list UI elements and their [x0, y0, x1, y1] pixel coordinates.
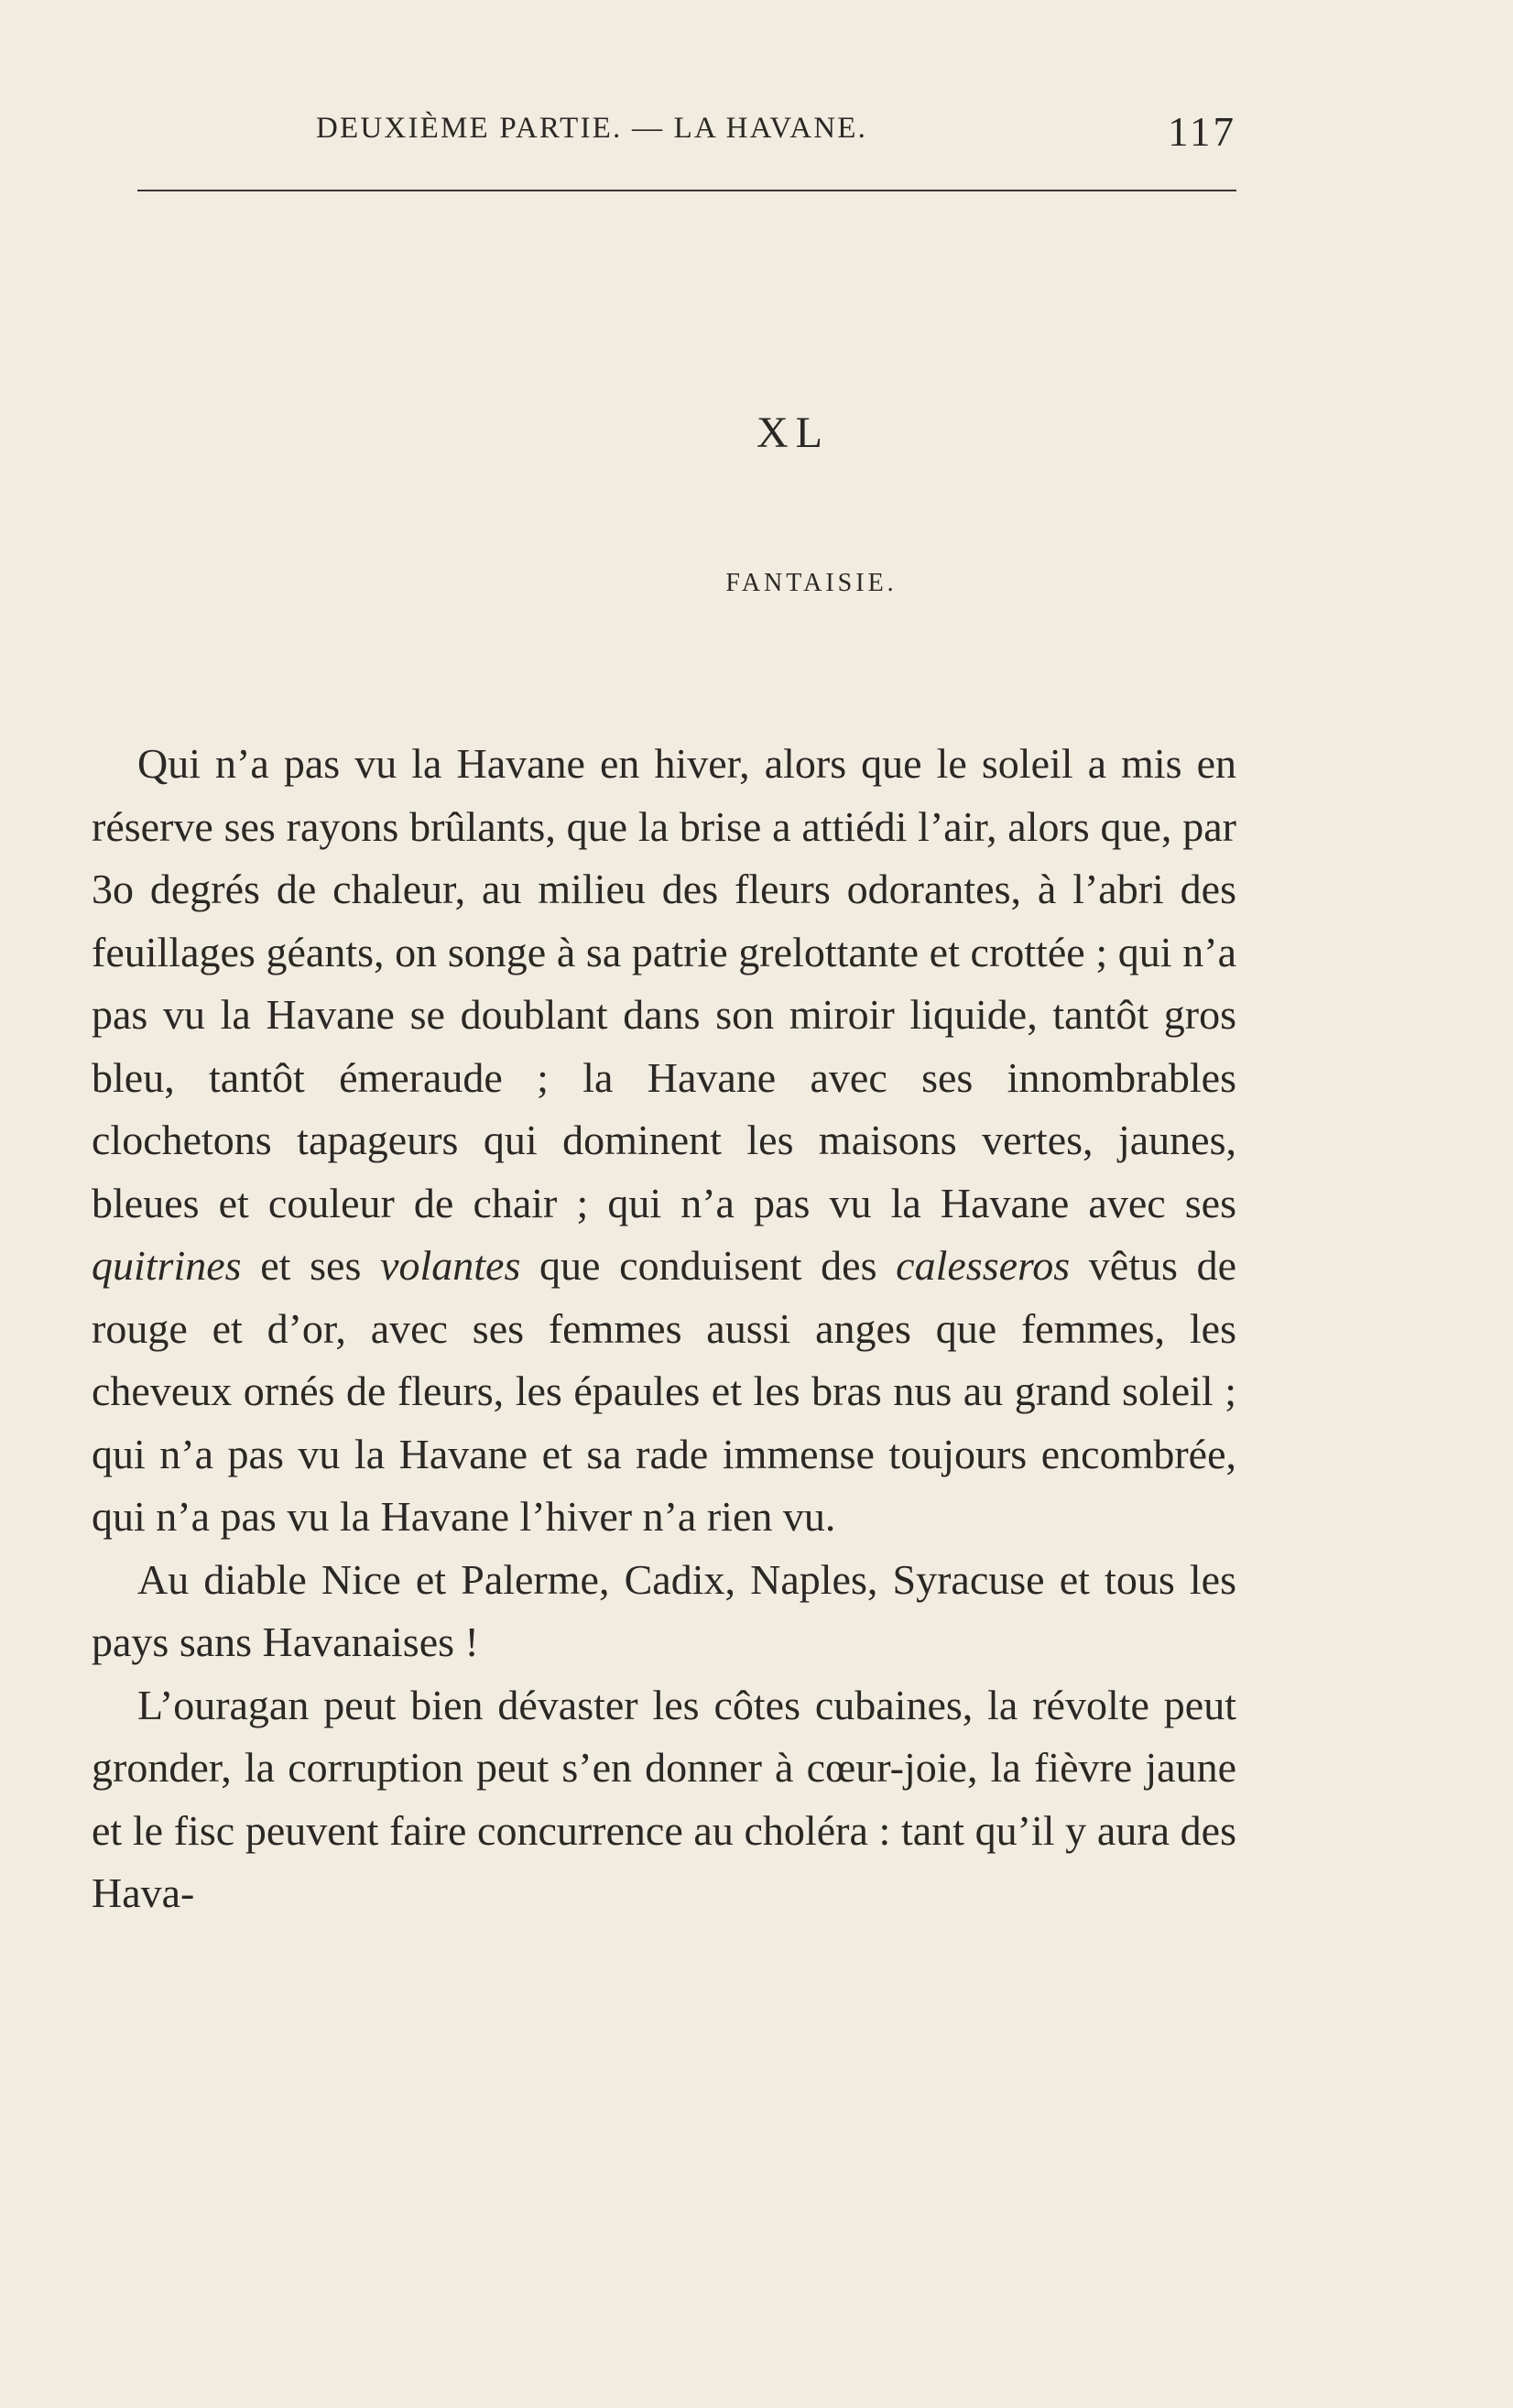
text-run: que conduisent des [520, 1242, 897, 1289]
italic-word: calesseros [896, 1242, 1071, 1289]
text-run: et ses [241, 1242, 381, 1289]
text-run: vêtus de rouge et d’or, avec ses femmes aussi anges que femmes, les cheveux ornés de fleurs, les épaules et les bras nus au grand soleil ; qui n’a pas vu la Havane et sa rade immense toujours encombrée, qui n’a pas vu la Havane l’hiver n’a rien vu. [92, 1242, 1237, 1540]
italic-word: volantes [380, 1242, 521, 1289]
text-run: Qui n’a pas vu la Havane en hiver, alors que le soleil a mis en réserve ses rayons brûlants, que la brise a attiédi l’air, alors que, par 3o degrés de chaleur, au milieu des fleurs odorantes, à l’abri des feuillages géants, on songe à sa patrie grelottante et crottée ; qui n’a pas vu la Havane se doublant dans son miroir liquide, tantôt gros bleu, tantôt émeraude ; la Havane avec ses innombrables clochetons tapageurs qui dominent les maisons vertes, jaunes, bleues et couleur de chair ; qui n’a pas vu la Havane avec ses [92, 740, 1236, 1226]
chapter-title: FANTAISIE. [725, 569, 898, 597]
text-run: Au diable Nice et Palerme, Cadix, Naples, Syracuse et tous les pays sans Havanaises ! [92, 1555, 1236, 1665]
chapter-number: XL [756, 409, 830, 457]
running-head-title: DEUXIÈME PARTIE. — LA HAVANE. [316, 112, 868, 145]
running-head [137, 109, 1236, 158]
header-rule [137, 190, 1236, 191]
page-number: 117 [1168, 109, 1236, 155]
paragraph [92, 1674, 1236, 1925]
body-text [92, 733, 1236, 1925]
paragraph [92, 733, 1236, 1549]
italic-word: quitrines [92, 1242, 242, 1289]
text-run: L’ouragan peut bien dévaster les côtes cubaines, la révolte peut gronder, la corruption peut s’en donner à cœur-joie, la fièvre jaune et le fisc peuvent faire concurrence au choléra : tant qu’il y aura des Hava- [92, 1681, 1236, 1916]
paragraph [92, 1549, 1236, 1674]
